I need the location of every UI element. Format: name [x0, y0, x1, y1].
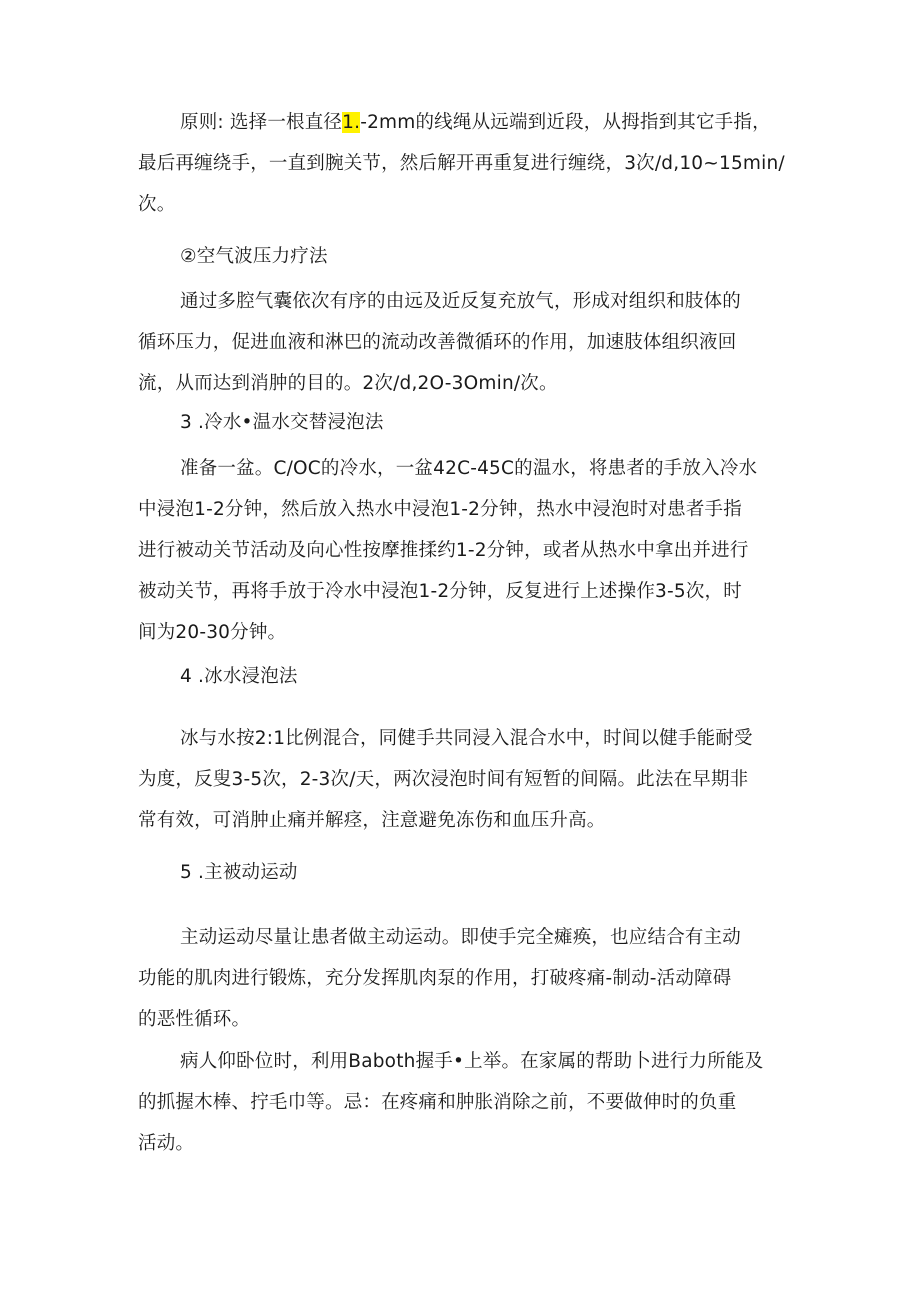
text-line: 流，从而达到消肿的目的。2次/d,2O-3Omin/次。 — [138, 373, 558, 394]
text-segment: 原则: 选择一根直径 — [180, 112, 343, 133]
text-line: 的恶性循环。 — [138, 1009, 251, 1030]
section-heading-air-wave — [138, 236, 790, 277]
text-line: 为度，反叟3-5次，2-3次/天，两次浸泡时间有短暂的间隔。此法在早期非 — [138, 769, 749, 790]
text-line: 病人仰卧位时，利用Baboth握手•上举。在家属的帮助卜进行力所能及 — [180, 1051, 764, 1072]
highlighted-text: 1. — [342, 112, 361, 133]
text-line — [138, 102, 790, 143]
text-line: 活动。 — [138, 1133, 195, 1154]
heading-text: 5 .主被动运动 — [180, 862, 298, 883]
section-heading-4 — [138, 656, 790, 697]
paragraph-contrast-bath — [138, 448, 790, 653]
text-line: 被动关节，再将手放于冷水中浸泡1-2分钟，反复进行上述操作3-5次，时 — [138, 581, 742, 602]
text-line: 间为20-30分钟。 — [138, 622, 287, 643]
text-line: 通过多腔气囊依次有序的由远及近反复充放气，形成对组织和肢体的 — [180, 291, 742, 312]
section-heading-3 — [138, 402, 790, 443]
text-line: 准备一盆。C/OC的冷水，一盆42C-45C的温水，将患者的手放入冷水 — [180, 458, 758, 479]
text-line: 功能的肌肉进行锻炼，充分发挥肌肉泵的作用，打破疼痛-制动-活动障碍 — [138, 968, 732, 989]
text-line: 常有效，可消肿止痛并解痉，注意避免冻伤和血压升高。 — [138, 810, 606, 831]
text-segment: -2mm的线绳从远端到近段，从拇指到其它手指， — [360, 112, 771, 133]
heading-text: 4 .冰水浸泡法 — [180, 666, 298, 687]
paragraph-active-movement — [138, 917, 790, 1040]
paragraph-air-wave — [138, 281, 790, 404]
text-line: 主动运动尽量让患者做主动运动。即使手完全瘫痪，也应结合有主动 — [180, 927, 742, 948]
paragraph-principle — [138, 102, 790, 225]
text-line: 次。 — [138, 194, 176, 215]
text-line: 中浸泡1-2分钟，然后放入热水中浸泡1-2分钟，热水中浸泡时对患者手指 — [138, 499, 742, 520]
paragraph-ice-bath — [138, 718, 790, 841]
text-line: 的抓握木棒、拧毛巾等。忌：在疼痛和肿胀消除之前，不要做伸时的负重 — [138, 1092, 737, 1113]
paragraph-supine — [138, 1041, 790, 1164]
heading-text: ②空气波压力疗法 — [180, 246, 328, 267]
section-heading-5 — [138, 852, 790, 893]
heading-text: 3 .冷水•温水交替浸泡法 — [180, 412, 384, 433]
text-line: 冰与水按2:1比例混合，同健手共同浸入混合水中，时间以健手能耐受 — [180, 728, 753, 749]
text-line: 最后再缠绕手，一直到腕关节，然后解开再重复进行缠绕，3次/d,10~15min/ — [138, 153, 785, 174]
text-line: 循环压力，促进血液和淋巴的流动改善微循环的作用，加速肢体组织液回 — [138, 332, 737, 353]
text-line: 进行被动关节活动及向心性按摩推揉约1-2分钟，或者从热水中拿出并进行 — [138, 540, 749, 561]
